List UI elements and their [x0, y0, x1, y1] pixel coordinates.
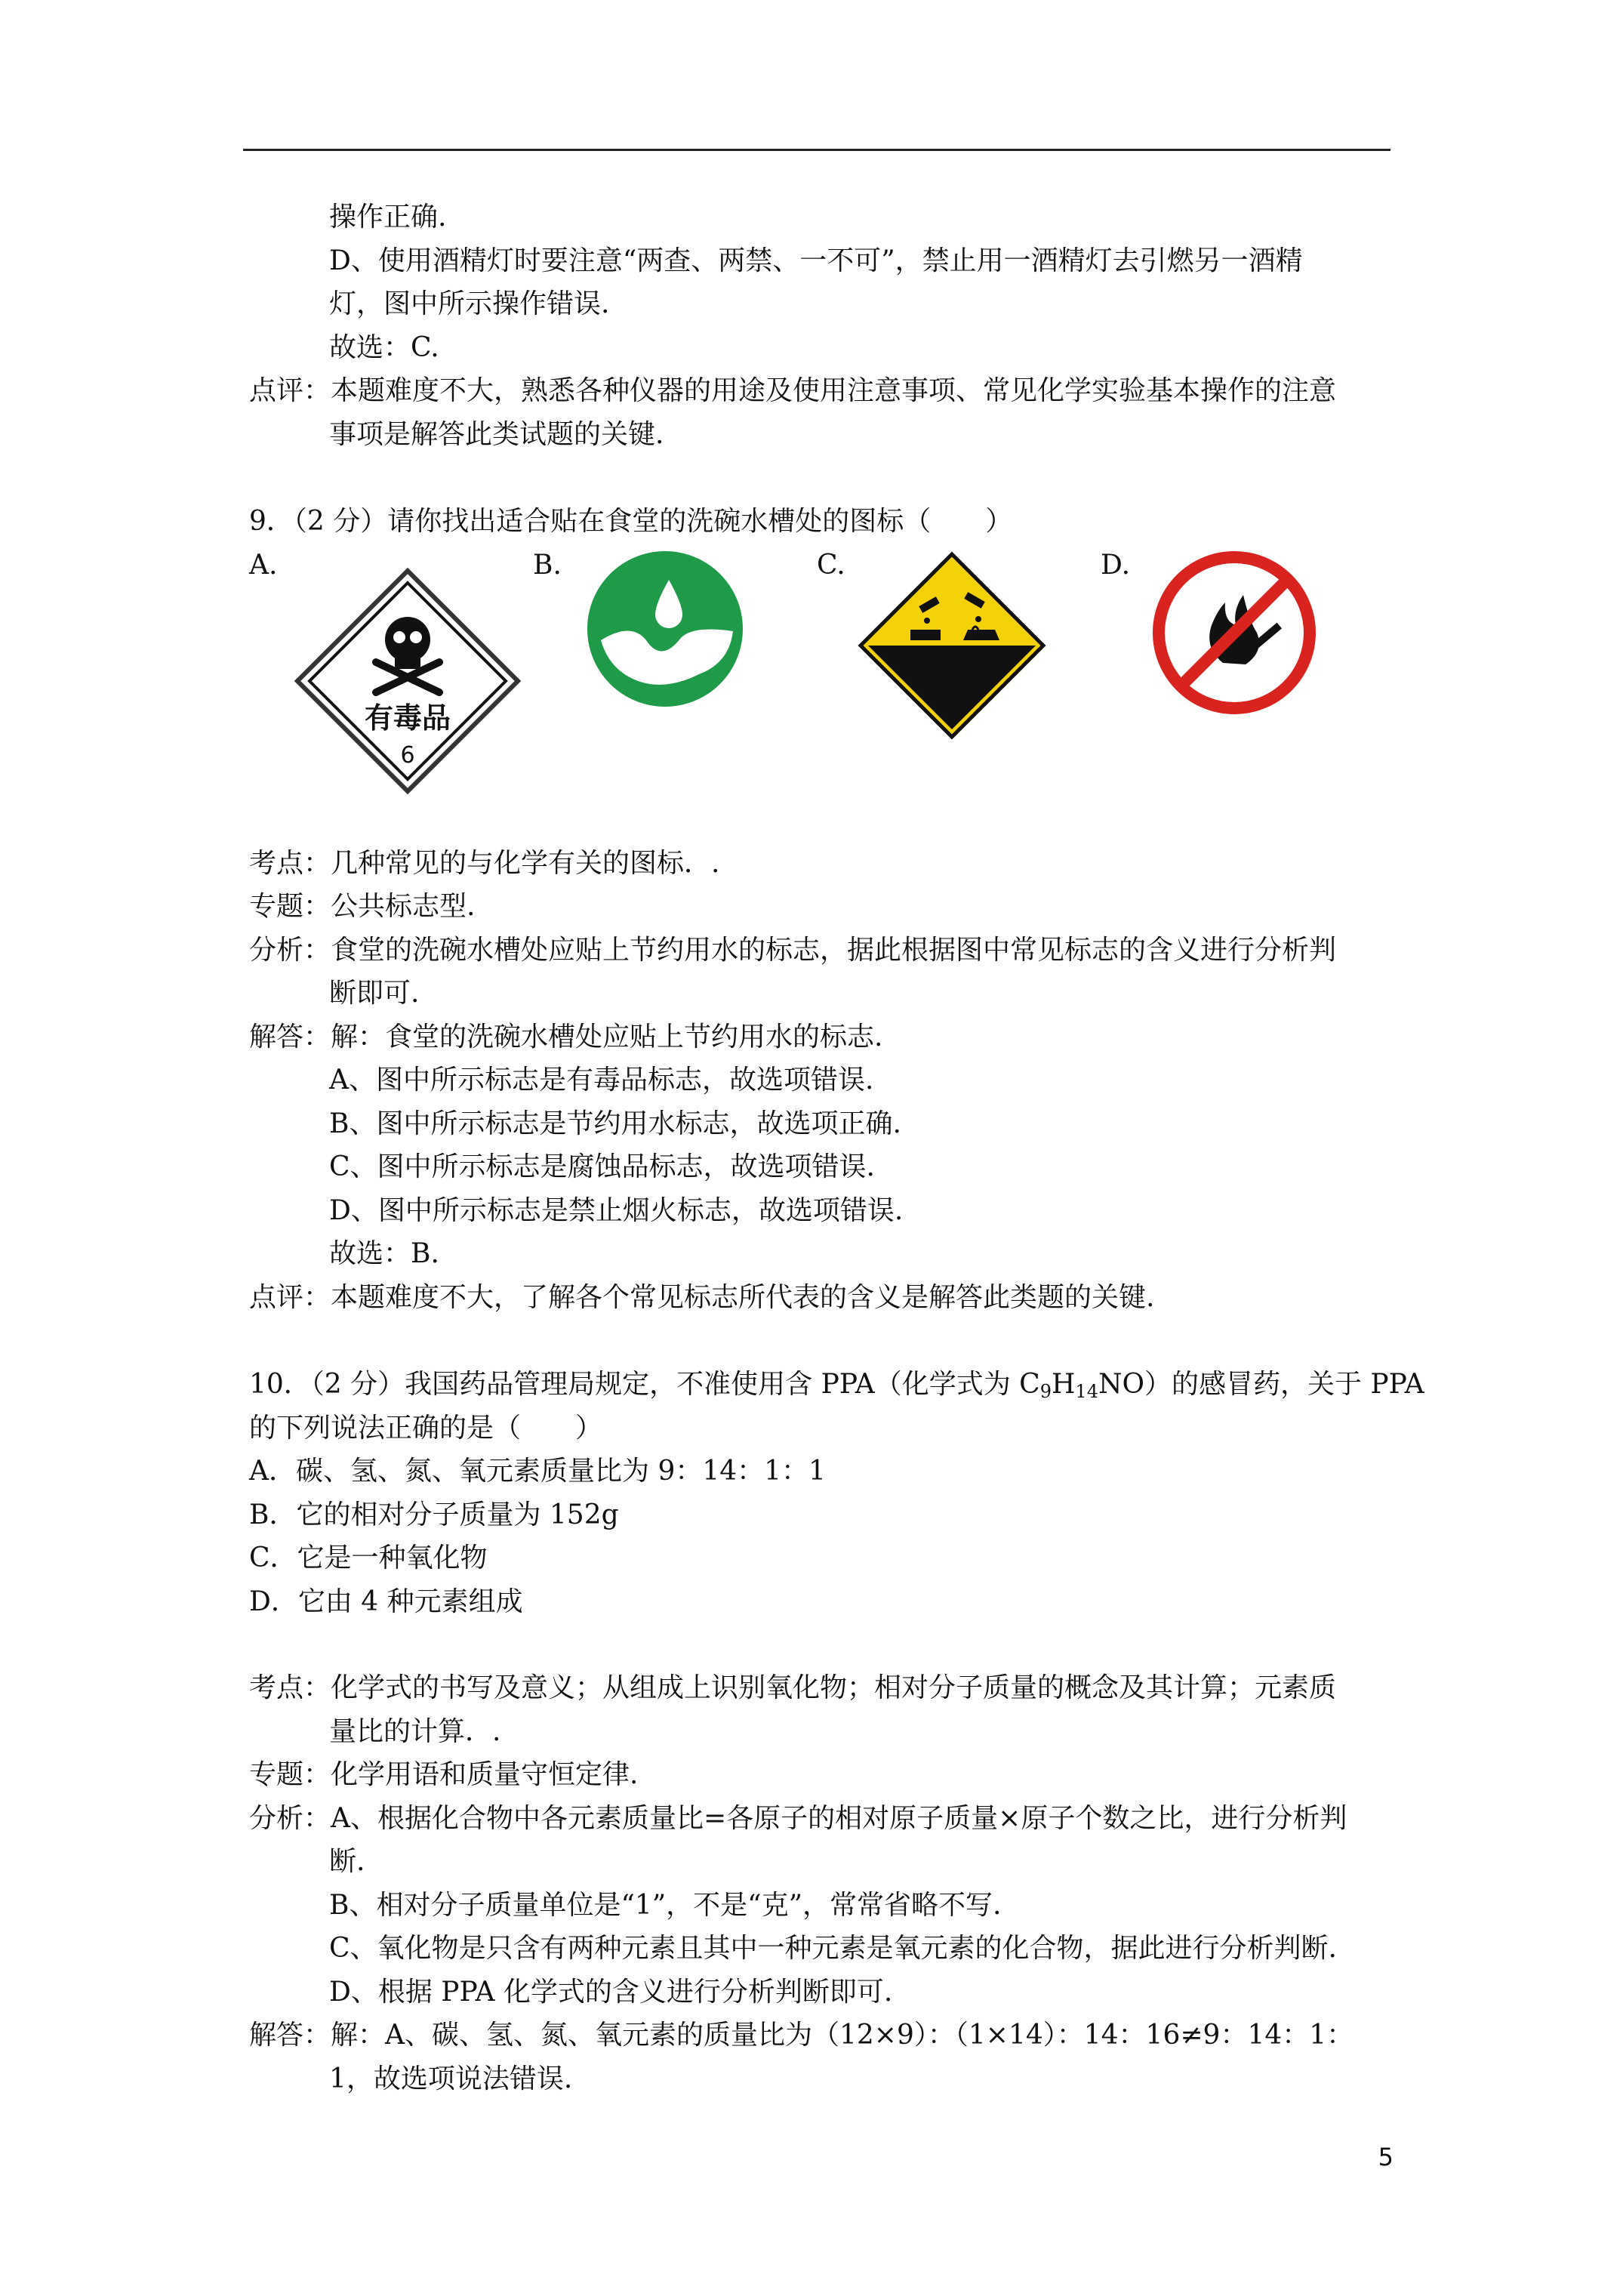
option-d-label: D. [1101, 550, 1131, 581]
text-line: D、图中所示标志是禁止烟火标志，故选项错误. [329, 1195, 904, 1226]
option-a-label: A. [249, 550, 278, 581]
text-line: A、图中所示标志是有毒品标志，故选项错误. [329, 1065, 874, 1096]
text-line: 故选：C. [329, 332, 439, 363]
text-line: 断. [329, 1846, 365, 1877]
q10-fenxi: 分析：A、根据化合物中各元素质量比=各原子的相对原子质量×原子个数之比，进行分析判 [249, 1803, 1347, 1834]
text-line: 断即可. [329, 978, 420, 1009]
q9-zhuanti: 专题：公共标志型. [249, 891, 476, 922]
question-10-title: 10．（2 分）我国药品管理局规定，不准使用含 PPA（化学式为 $C_9H_{14}NO$）的感冒药，关于 PPA [249, 1369, 1424, 1402]
text-line: B、图中所示标志是节约用水标志，故选项正确. [329, 1108, 901, 1139]
water-saving-sign-icon [586, 550, 744, 708]
text-line: 量比的计算．. [329, 1716, 501, 1747]
question-9-title: 9．（2 分）请你找出适合贴在食堂的洗碗水槽处的图标（ ） [249, 506, 1013, 537]
text-line: D、根据 PPA 化学式的含义进行分析判断即可. [329, 1977, 893, 2008]
q9-dianping: 点评：本题难度不大，了解各个常见标志所代表的含义是解答此类题的关键. [249, 1282, 1155, 1313]
option-b-label: B. [533, 550, 562, 581]
q10-option-b: B．它的相对分子质量为 152g [249, 1499, 619, 1530]
text-line: D、使用酒精灯时要注意“两查、两禁、一不可”，禁止用一酒精灯去引燃另一酒精 [329, 245, 1303, 276]
text-line: 1，故选项说法错误. [329, 2063, 573, 2094]
text-line: 故选：B. [329, 1238, 439, 1269]
page-number: 5 [1378, 2143, 1394, 2171]
text-line: 灯，图中所示操作错误. [329, 288, 610, 319]
q9-fenxi: 分析：食堂的洗碗水槽处应贴上节约用水的标志，据此根据图中常见标志的含义进行分析判 [249, 935, 1337, 966]
header-rule [243, 149, 1390, 151]
q10-option-d: D．它由 4 种元素组成 [249, 1586, 523, 1617]
toxic-sign-icon [294, 568, 521, 794]
sign-a-number: 6 [400, 742, 415, 769]
no-fire-sign-icon [1151, 550, 1317, 716]
text-line: C、氧化物是只含有两种元素且其中一种元素是氧元素的化合物，据此进行分析判断. [329, 1933, 1337, 1964]
q10-zhuanti: 专题：化学用语和质量守恒定律. [249, 1759, 639, 1790]
corrosive-sign-icon [858, 551, 1046, 740]
text-line: C、图中所示标志是腐蚀品标志，故选项错误. [329, 1151, 875, 1182]
text-line: 操作正确. [329, 202, 447, 233]
q10-option-a: A．碳、氢、氮、氧元素质量比为 9：14：1：1 [249, 1456, 826, 1487]
q10-option-c: C．它是一种氧化物 [249, 1542, 488, 1573]
option-c-label: C. [817, 550, 845, 581]
text-line: B、相对分子质量单位是“1”，不是“克”，常常省略不写. [329, 1890, 1002, 1921]
q9-jieda: 解答：解：食堂的洗碗水槽处应贴上节约用水的标志. [249, 1022, 883, 1052]
q10-kaodian: 考点：化学式的书写及意义；从组成上识别氧化物；相对分子质量的概念及其计算；元素质 [249, 1672, 1337, 1703]
q10-jieda: 解答：解：A、碳、氢、氮、氧元素的质量比为（12×9）：（1×14）：14：16≠9：14：1： [249, 2020, 1354, 2051]
sign-a-text: 有毒品 [364, 701, 451, 735]
question-10-title-line2: 的下列说法正确的是（ ） [249, 1413, 603, 1444]
comment-line: 点评：本题难度不大，熟悉各种仪器的用途及使用注意事项、常见化学实验基本操作的注意 [249, 375, 1337, 406]
q9-kaodian: 考点：几种常见的与化学有关的图标．. [249, 848, 720, 879]
text-line: 事项是解答此类试题的关键. [329, 419, 664, 450]
